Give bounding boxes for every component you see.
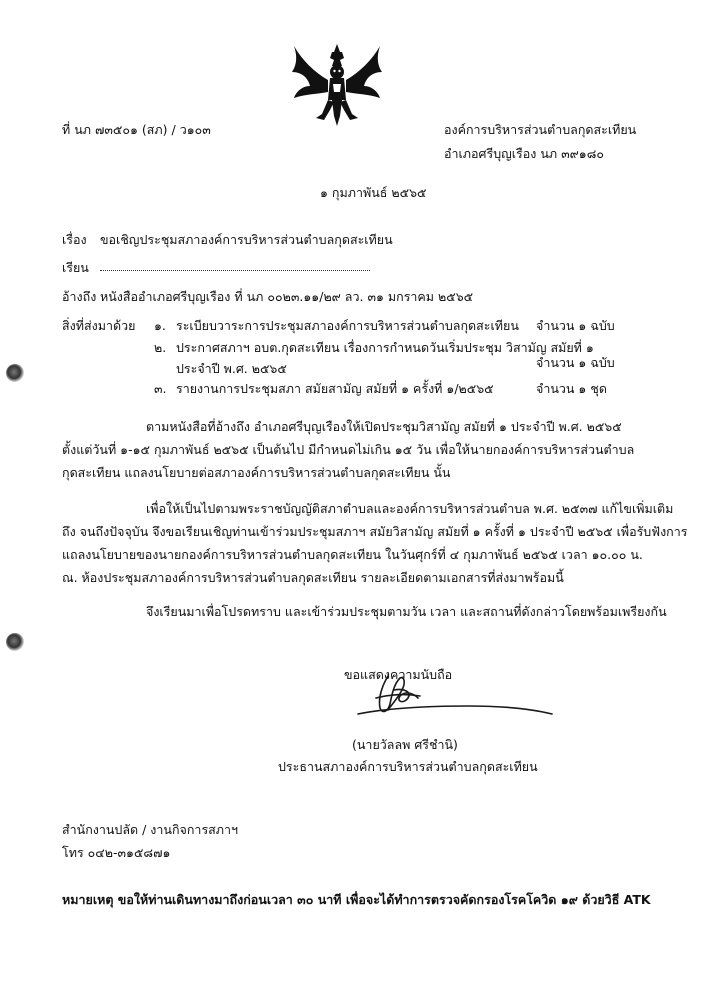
- subject-label: เรื่อง: [62, 232, 87, 247]
- org-address: อำเภอศรีบุญเรือง นภ ๓๙๑๘๐: [444, 146, 605, 161]
- signer-title: ประธานสภาองค์การบริหารส่วนตำบลกุดสะเทียน: [278, 759, 538, 774]
- closing-text: ขอแสดงความนับถือ: [344, 667, 453, 682]
- paragraph-1-line-3: กุดสะเทียน แถลงนโยบายต่อสภาองค์การบริหารส่วนตำบลกุดสะเทียน นั้น: [62, 465, 451, 480]
- enclosures-label: สิ่งที่ส่งมาด้วย: [62, 318, 136, 333]
- punch-hole-bottom: [6, 633, 24, 651]
- org-name: องค์การบริหารส่วนตำบลกุดสะเทียน: [444, 122, 637, 137]
- subject-text: ขอเชิญประชุมสภาองค์การบริหารส่วนตำบลกุดสะเทียน: [100, 232, 393, 247]
- office-name: สำนักงานปลัด / งานกิจการสภาฯ: [62, 822, 239, 837]
- to-label: เรียน: [62, 260, 89, 275]
- garuda-emblem-icon: [288, 42, 386, 128]
- enclosure-2-text: ประกาศสภาฯ อบต.กุดสะเทียน เรื่องการกำหนดวันเริ่มประชุม วิสามัญ สมัยที่ ๑: [176, 340, 594, 355]
- enclosure-2-text-cont: ประจำปี พ.ศ. ๒๕๖๕: [176, 361, 287, 376]
- enclosure-3-text: รายงานการประชุมสภา สมัยสามัญ สมัยที่ ๑ ครั้งที่ ๑/๒๕๖๕: [176, 381, 494, 396]
- enclosure-1-text: ระเบียบวาระการประชุมสภาองค์การบริหารส่วนตำบลกุดสะเทียน: [176, 318, 519, 333]
- punch-hole-top: [6, 364, 24, 382]
- handwritten-signature: [348, 668, 558, 724]
- enclosure-3-qty: จำนวน ๑ ชุด: [536, 381, 607, 396]
- paragraph-1-line-2: ตั้งแต่วันที่ ๑-๑๕ กุมภาพันธ์ ๒๕๖๕ เป็นต้นไป มีกำหนดไม่เกิน ๑๕ วัน เพื่อให้นายกองค์การบริหารส่วนตำบล: [62, 442, 635, 457]
- enclosure-2-qty: จำนวน ๑ ฉบับ: [536, 355, 615, 370]
- note-text: หมายเหตุ ขอให้ท่านเดินทางมาถึงก่อนเวลา ๓๐ นาที เพื่อจะได้ทำการตรวจคัดกรองโรคโควิด ๑๙ ด้วยวิธี ATK: [62, 892, 651, 907]
- reference-label: อ้างถึง: [62, 289, 97, 304]
- letter-date: ๑ กุมภาพันธ์ ๒๕๖๕: [320, 185, 427, 200]
- phone-number: โทร ๐๔๒-๓๑๕๘๗๑: [62, 845, 171, 860]
- paragraph-2-line-2: ถึง จนถึงปัจจุบัน จึงขอเรียนเชิญท่านเข้าร่วมประชุมสภาฯ สมัยวิสามัญ สมัยที่ ๑ ครั้งที่ ๑ ประจำปี ๒๕๖๕ เพื่อรับฟังการ: [62, 524, 688, 539]
- paragraph-2-line-1: เพื่อให้เป็นไปตามพระราชบัญญัติสภาตำบลและองค์การบริหารส่วนตำบล พ.ศ. ๒๕๓๗ แก้ไขเพิ่มเติม: [146, 501, 674, 516]
- enclosure-1-qty: จำนวน ๑ ฉบับ: [536, 318, 615, 333]
- paragraph-3: จึงเรียนมาเพื่อโปรดทราบ และเข้าร่วมประชุมตามวัน เวลา และสถานที่ดังกล่าวโดยพร้อมเพรียงกัน: [146, 604, 667, 619]
- enclosure-2-number: ๒.: [154, 340, 167, 355]
- paragraph-2-line-4: ณ. ห้องประชุมสภาองค์การบริหารส่วนตำบลกุดสะเทียน รายละเอียดตามเอกสารที่ส่งมาพร้อมนี้: [62, 570, 564, 585]
- to-dotted-line: [100, 270, 370, 271]
- enclosure-3-number: ๓.: [154, 381, 167, 396]
- signer-name: (นายวัลลพ ศรีชำนิ): [352, 737, 458, 752]
- paragraph-2-line-3: แถลงนโยบายของนายกองค์การบริหารส่วนตำบลกุดสะเทียน ในวันศุกร์ที่ ๔ กุมภาพันธ์ ๒๕๖๕ เวลา ๑๐.๐๐ น.: [62, 547, 643, 562]
- enclosure-1-number: ๑.: [154, 318, 166, 333]
- reference-text: หนังสืออำเภอศรีบุญเรือง ที่ นภ ๐๐๒๓.๑๑/๒๙ ลว. ๓๑ มกราคม ๒๕๖๕: [100, 289, 474, 304]
- paragraph-1-line-1: ตามหนังสือที่อ้างถึง อำเภอศรีบุญเรืองให้เปิดประชุมวิสามัญ สมัยที่ ๑ ประจำปี พ.ศ. ๒๕๖๕: [146, 419, 622, 434]
- reference-number: ที่ นภ ๗๓๕๐๑ (สภ) / ว๑๐๓: [62, 122, 211, 137]
